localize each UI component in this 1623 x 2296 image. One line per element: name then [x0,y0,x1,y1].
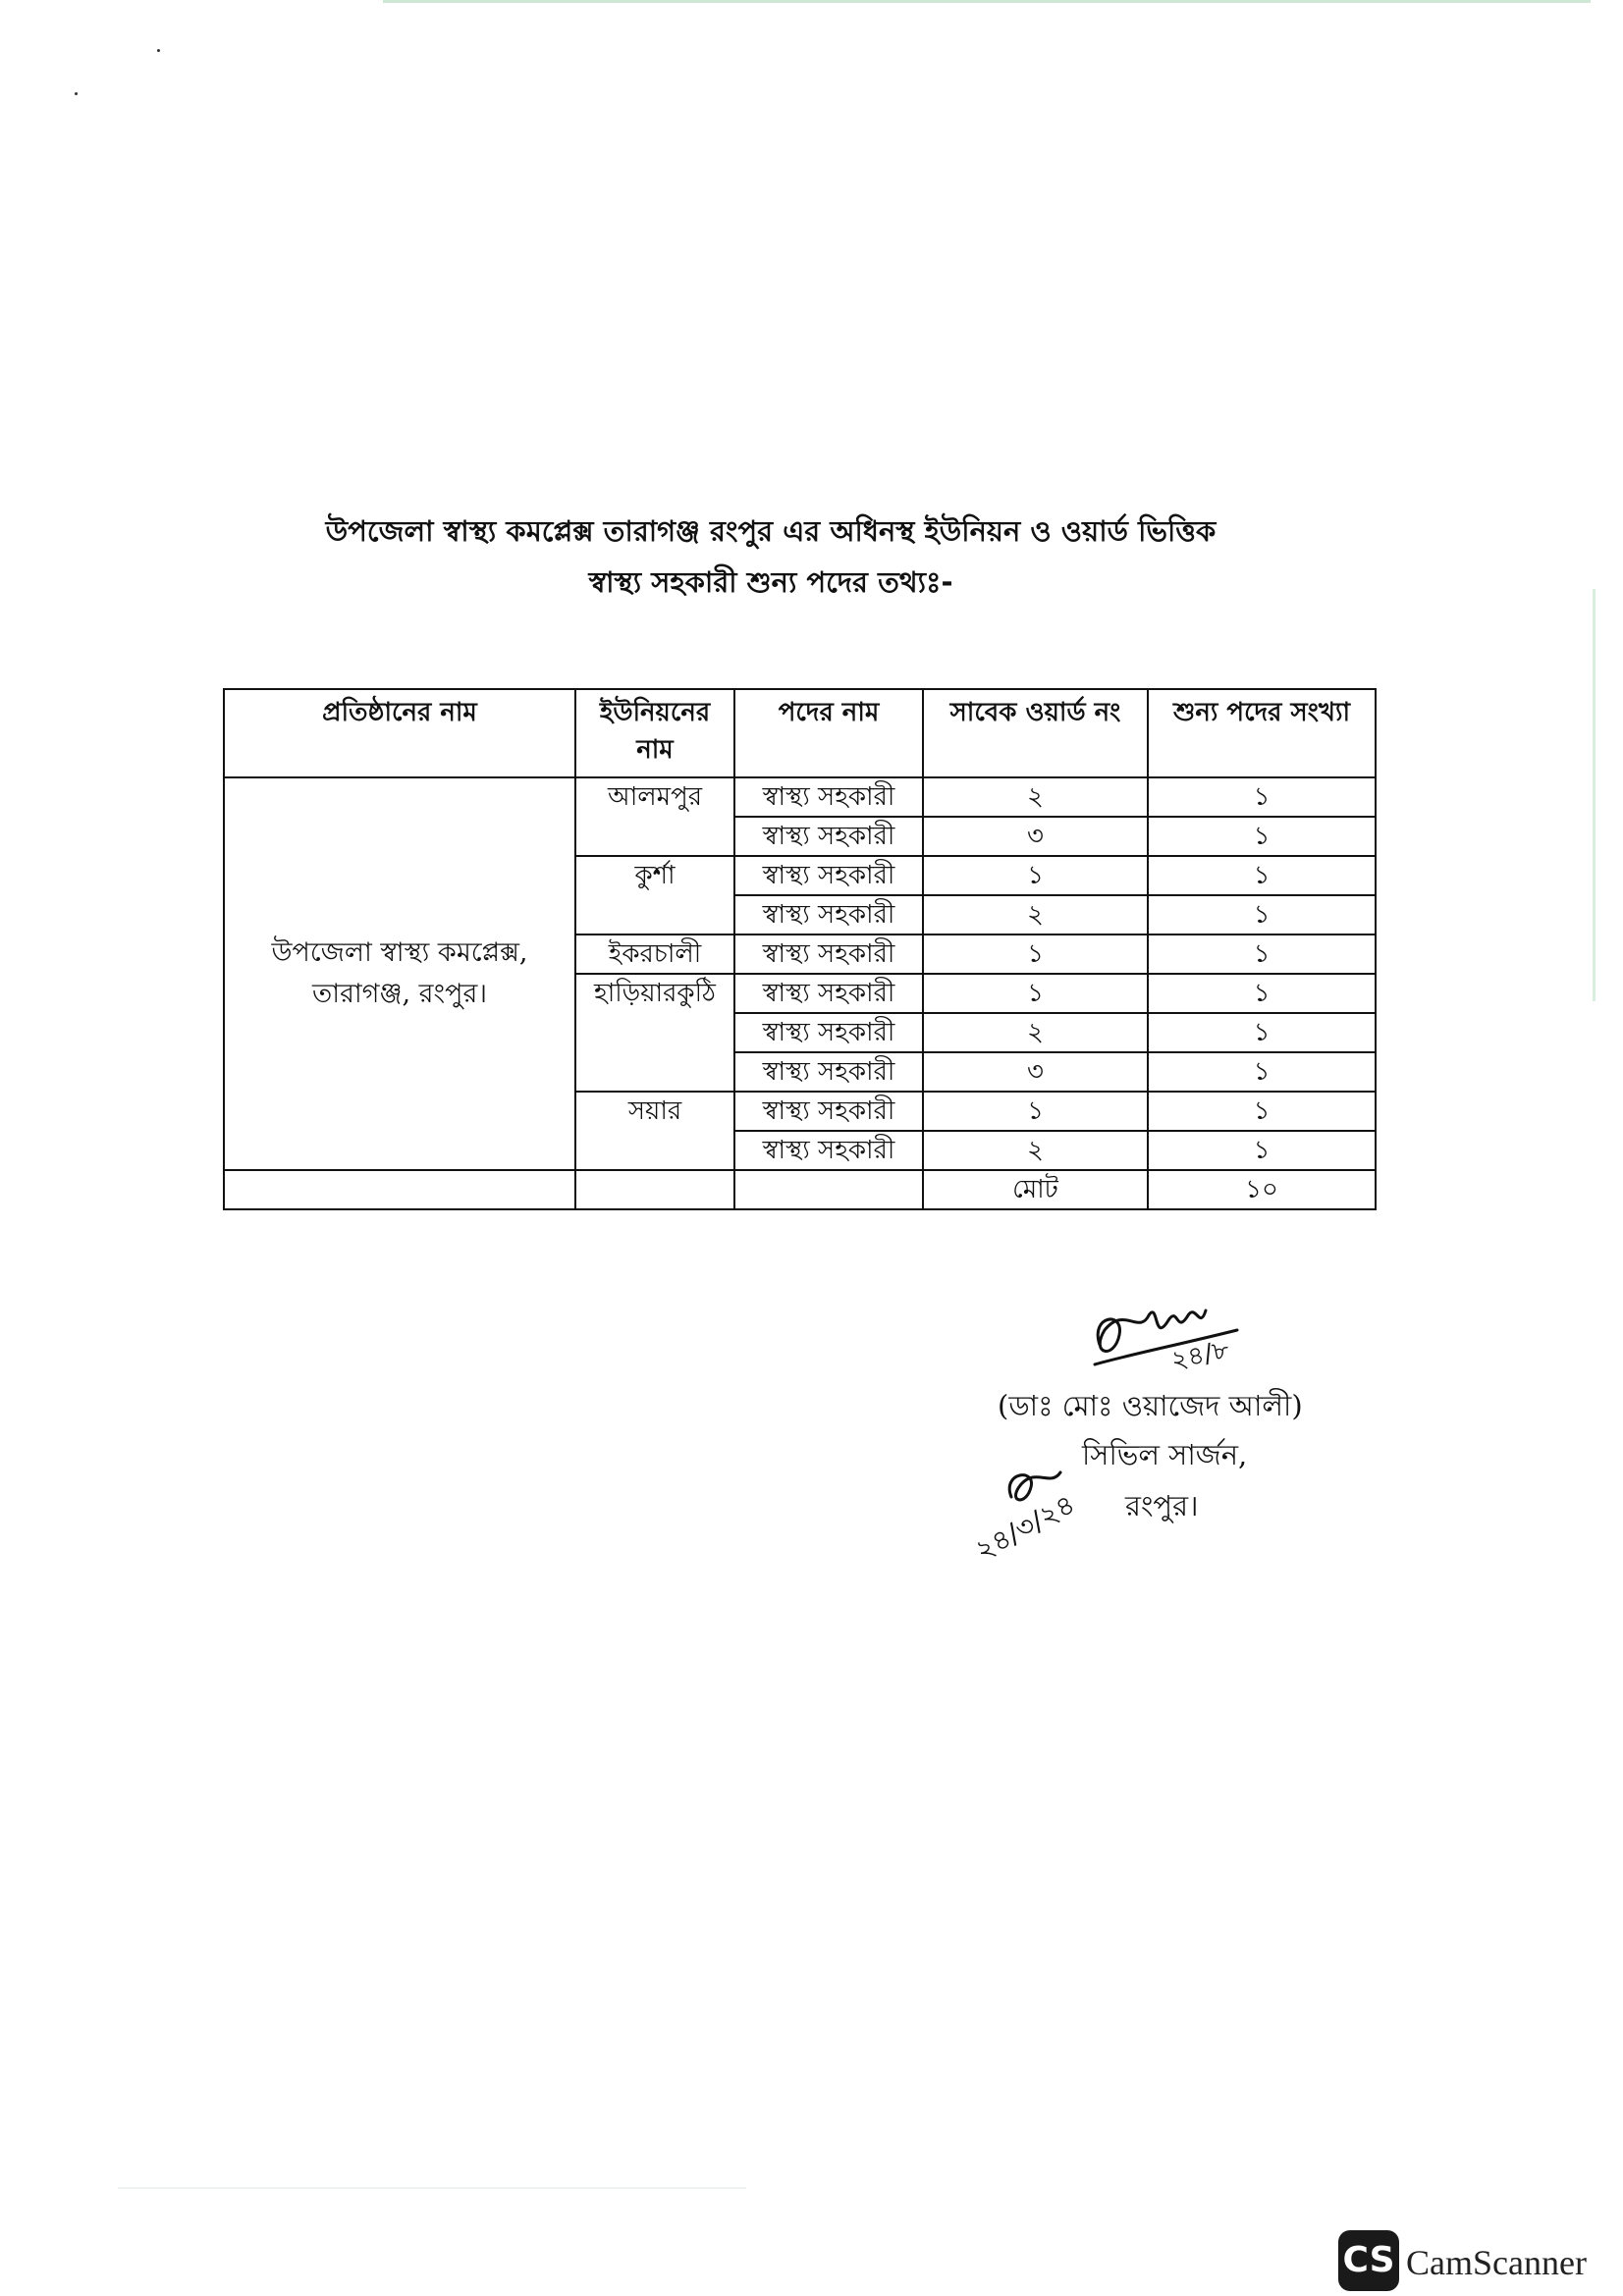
signatory-name: (ডাঃ মোঃ ওয়াজেদ আলী) [998,1389,1303,1422]
post-cell: স্বাস্থ্য সহকারী [734,1092,923,1131]
count-cell: ১ [1148,1013,1376,1052]
total-row [224,1170,1376,1209]
scan-edge-right [1593,589,1596,1001]
total-label: মোট [923,1170,1148,1209]
signatory-location: রংপুর। [1125,1489,1199,1522]
table-header-row [224,689,1376,777]
ward-cell: ২ [923,895,1148,934]
union-cell: সয়ার [575,1092,734,1170]
post-cell: স্বাস্থ্য সহকারী [734,817,923,856]
union-cell: হাড়িয়ারকুঠি [575,974,734,1092]
empty-cell [224,1170,575,1209]
institution-cell: উপজেলা স্বাস্থ্য কমপ্লেক্স, তারাগঞ্জ, রংপুর। [224,777,575,1170]
post-cell: স্বাস্থ্য সহকারী [734,777,923,817]
post-cell: স্বাস্থ্য সহকারী [734,934,923,974]
header-union: ইউনিয়নের নাম [575,689,734,777]
post-cell: স্বাস্থ্য সহকারী [734,1131,923,1170]
signature-date: ২৪/৮ [1168,1335,1232,1376]
header-ward: সাবেক ওয়ার্ড নং [923,689,1148,777]
title-line-1: উপজেলা স্বাস্থ্য কমপ্লেক্স তারাগঞ্জ রংপুর এর অধিনস্থ ইউনিয়ন ও ওয়ার্ড ভিত্তিক [325,514,1217,548]
vacancy-table [223,688,1377,1210]
initial-date: ২৪/৩/২৪ [969,1487,1081,1568]
scan-speck [75,92,78,95]
count-cell: ১ [1148,934,1376,974]
ward-cell: ২ [923,777,1148,817]
count-cell: ১ [1148,1092,1376,1131]
scan-edge-top [383,0,1591,3]
document-title [236,506,1306,608]
ward-cell: ২ [923,1131,1148,1170]
signatory-designation: সিভিল সার্জন, [1082,1438,1248,1471]
total-value: ১০ [1148,1170,1376,1209]
post-cell: স্বাস্থ্য সহকারী [734,856,923,895]
union-cell: কুর্শা [575,856,734,934]
count-cell: ১ [1148,974,1376,1013]
camscanner-logo-icon: CS [1338,2230,1399,2291]
ward-cell: ১ [923,974,1148,1013]
ward-cell: ১ [923,1092,1148,1131]
scan-speck [157,49,160,52]
post-cell: স্বাস্থ্য সহকারী [734,895,923,934]
count-cell: ১ [1148,1052,1376,1092]
header-post: পদের নাম [734,689,923,777]
scan-edge-bottom [118,2187,746,2189]
count-cell: ১ [1148,777,1376,817]
post-cell: স্বাস্থ্য সহকারী [734,1013,923,1052]
ward-cell: ১ [923,856,1148,895]
count-cell: ১ [1148,895,1376,934]
ward-cell: ৩ [923,817,1148,856]
ward-cell: ৩ [923,1052,1148,1092]
ward-cell: ২ [923,1013,1148,1052]
header-institution: প্রতিষ্ঠানের নাম [224,689,575,777]
count-cell: ১ [1148,817,1376,856]
empty-cell [734,1170,923,1209]
header-vacancy-count: শুন্য পদের সংখ্যা [1148,689,1376,777]
camscanner-watermark: CamScanner [1406,2243,1587,2282]
post-cell: স্বাস্থ্য সহকারী [734,1052,923,1092]
title-line-2: স্বাস্থ্য সহকারী শুন্য পদের তথ্যঃ- [588,565,953,599]
empty-cell [575,1170,734,1209]
post-cell: স্বাস্থ্য সহকারী [734,974,923,1013]
count-cell: ১ [1148,856,1376,895]
ward-cell: ১ [923,934,1148,974]
union-cell: আলমপুর [575,777,734,856]
union-cell: ইকরচালী [575,934,734,974]
count-cell: ১ [1148,1131,1376,1170]
table-row [224,777,1376,817]
signature-block [943,1276,1355,1600]
